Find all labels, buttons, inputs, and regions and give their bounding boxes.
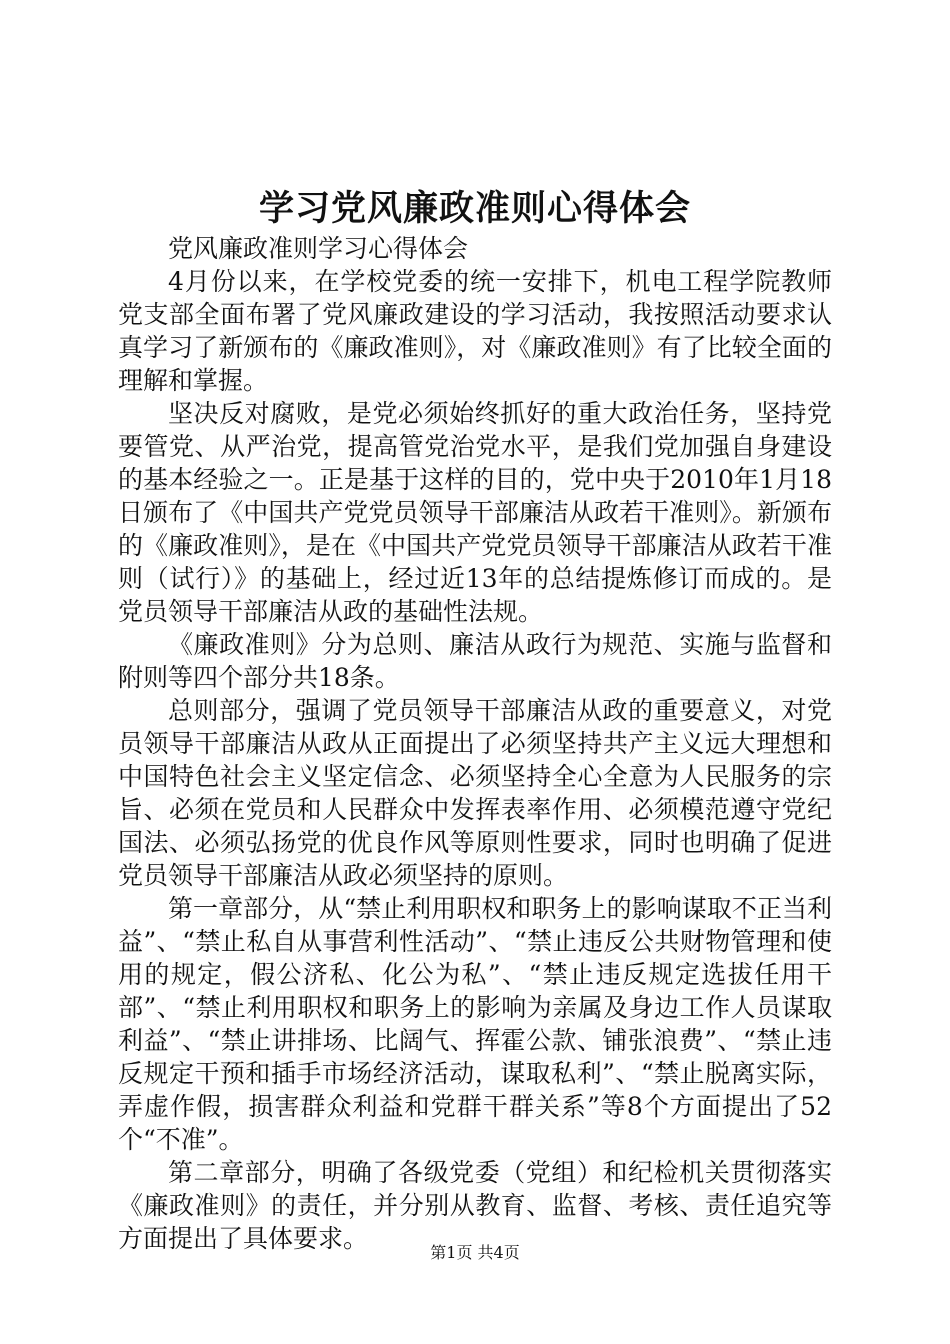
paragraph-subtitle: 党风廉政准则学习心得体会 bbox=[168, 234, 469, 263]
document-title: 学习党风廉政准则心得体会 bbox=[258, 188, 691, 229]
document-body bbox=[118, 232, 832, 1255]
paragraph-structure: 《廉政准则》分为总则、廉洁从政行为规范、实施与监督和附则等四个部分共18条。 bbox=[118, 630, 832, 692]
paragraph-general-principles: 总则部分，强调了党员领导干部廉洁从政的重要意义，对党员领导干部廉洁从政从正面提出了必须坚持共产主义远大理想和中国特色社会主义坚定信念、必须坚持全心全意为人民服务的宗旨、必须在党员和人民群众中发挥表率作用、必须模范遵守党纪国法、必须弘扬党的优良作风等原则性要求，同时也明确了促进党员领导干部廉洁从政必须坚持的原则。 bbox=[118, 696, 832, 890]
paragraph-chapter-two: 第二章部分，明确了各级党委（党组）和纪检机关贯彻落实《廉政准则》的责任，并分别从教育、监督、考核、责任追究等方面提出了具体要求。 bbox=[118, 1158, 832, 1253]
paragraph-background: 坚决反对腐败，是党必须始终抓好的重大政治任务，坚持党要管党、从严治党，提高管党治党水平，是我们党加强自身建设的基本经验之一。正是基于这样的目的，党中央于2010年1月18日颁布了《中国共产党党员领导干部廉洁从政若干准则》。新颁布的《廉政准则》，是在《中国共产党党员领导干部廉洁从政若干准则（试行）》的基础上，经过近13年的总结提炼修订而成的。是党员领导干部廉洁从政的基础性法规。 bbox=[118, 399, 832, 626]
paragraph-chapter-one: 第一章部分，从“禁止利用职权和职务上的影响谋取不正当利益”、“禁止私自从事营利性活动”、“禁止违反公共财物管理和使用的规定，假公济私、化公为私”、“禁止违反规定选拔任用干部”、“禁止利用职权和职务上的影响为亲属及身边工作人员谋取利益”、“禁止讲排场、比阔气、挥霍公款、铺张浪费”、“禁止违反规定干预和插手市场经济活动，谋取私利”、“禁止脱离实际，弄虚作假，损害群众利益和党群干群关系”等8个方面提出了52个“不准”。 bbox=[118, 894, 832, 1154]
paragraph-intro: 4月份以来，在学校党委的统一安排下，机电工程学院教师党支部全面布署了党风廉政建设的学习活动，我按照活动要求认真学习了新颁布的《廉政准则》，对《廉政准则》有了比较全面的理解和掌握。 bbox=[118, 267, 832, 395]
page-number: 第1页 共4页 bbox=[430, 1243, 520, 1262]
